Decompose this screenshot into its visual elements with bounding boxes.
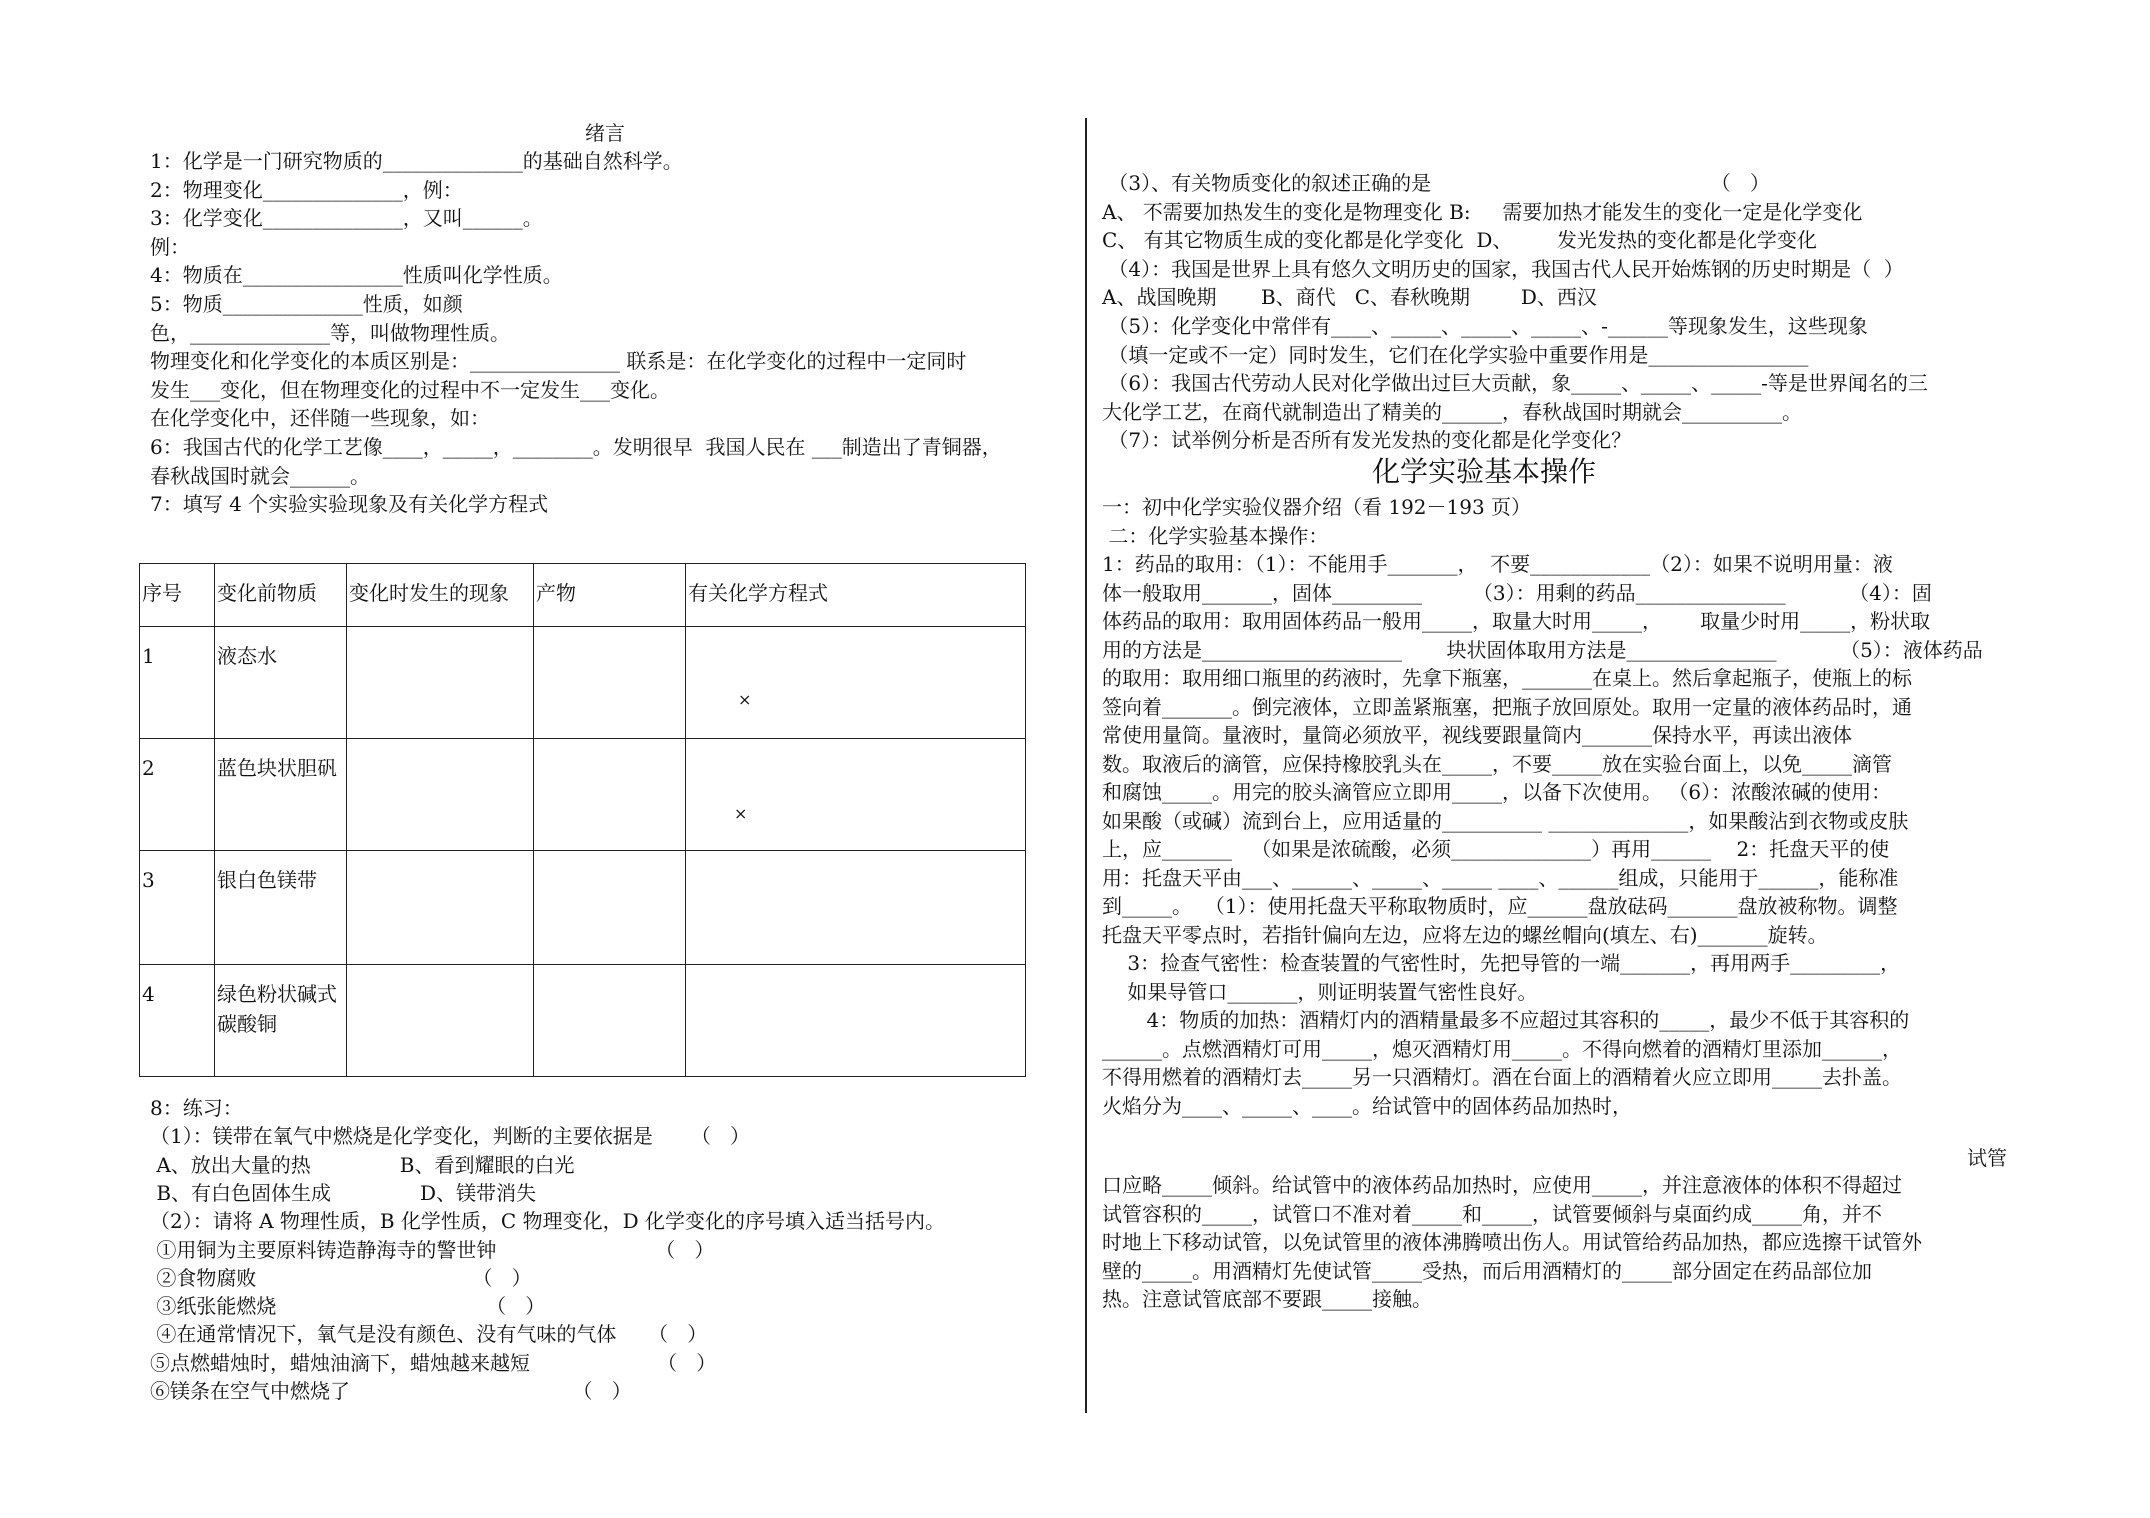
body-line: 常使用量筒。量液时，量筒必须放平，视线要跟量筒内_______保持水平，再读出液体 bbox=[1102, 723, 1852, 747]
body-line: 二：化学实验基本操作： bbox=[1102, 523, 1329, 548]
body-line: 火焰分为____、_____、____。给试管中的固体药品加热时， bbox=[1102, 1093, 1632, 1118]
body-line: 热。注意试管底部不要跟_____接触。 bbox=[1102, 1287, 1432, 1311]
row-no: 4 bbox=[140, 965, 215, 1077]
text-line: 色，______________等，叫做物理性质。 bbox=[150, 320, 510, 345]
left-title: 绪言 bbox=[585, 121, 625, 145]
table-row bbox=[140, 627, 1026, 739]
question-line: （6）：我国古代劳动人民对化学做出过巨大贡献，象_____、_____、_____-等是世界闻名的三 bbox=[1102, 371, 1928, 396]
row-no: 3 bbox=[140, 851, 215, 965]
body-line: 试管容积的_____，试管口不准对着_____和_____，试管要倾斜与桌面约成_____角，并不 bbox=[1102, 1201, 1882, 1226]
body-line: 用：托盘天平由___、______、_____、_____ ____、______组成，只能用于______，能称准 bbox=[1102, 865, 1899, 890]
section-title: 化学实验基本操作 bbox=[1372, 455, 1597, 488]
text-line: 7：填写 4 个实验实验现象及有关化学方程式 bbox=[150, 492, 549, 517]
question-line: A、 不需要加热发生的变化是物理变化 B: 需要加热才能发生的变化一定是化学变化 bbox=[1102, 199, 1863, 224]
cross-mark: × bbox=[738, 690, 752, 709]
row-substance: 液态水 bbox=[215, 627, 347, 739]
practice-line: 8：练习： bbox=[150, 1096, 243, 1120]
text-line: 物理变化和化学变化的本质区别是：_______________ 联系是：在化学变化的过程中一定同时 bbox=[150, 349, 967, 374]
practice-line: ①用铜为主要原料铸造静海寺的警世钟 （ ） bbox=[150, 1237, 715, 1262]
text-line: 春秋战国时就会______。 bbox=[150, 463, 370, 488]
row-substance: 银白色镁带 bbox=[215, 851, 347, 965]
header-equation: 有关化学方程式 bbox=[686, 564, 1026, 627]
text-line: 3：化学变化______________，又叫______。 bbox=[150, 206, 543, 231]
question-line: A、战国晚期 B、商代 C、春秋晚期 D、西汉 bbox=[1102, 285, 1597, 310]
practice-line: B、有白色固体生成 D、镁带消失 bbox=[150, 1180, 537, 1205]
body-line: 签向着_______。倒完液体，立即盖紧瓶塞，把瓶子放回原处。取用一定量的液体药品时，通 bbox=[1102, 694, 1912, 719]
row-no: 1 bbox=[140, 627, 215, 739]
table-row bbox=[140, 965, 1026, 1077]
row-substance: 蓝色块状胆矾 bbox=[215, 739, 347, 851]
question-line: 大化学工艺，在商代就制造出了精美的______，春秋战国时期就会__________。 bbox=[1102, 399, 1802, 424]
body-line: 1：药品的取用：（1）：不能用手_______， 不要____________（2）：如果不说明用量：液 bbox=[1102, 552, 1893, 576]
practice-line: ②食物腐败 （ ） bbox=[150, 1265, 532, 1290]
experiment-table bbox=[139, 563, 1026, 1077]
text-line: 2：物理变化______________，例： bbox=[150, 177, 463, 202]
question-line: （填一定或不一定）同时发生，它们在化学实验中重要作用是________________ bbox=[1102, 342, 1809, 367]
row-substance: 绿色粉状碱式碳酸铜 bbox=[215, 965, 347, 1077]
practice-line: （1）：镁带在氧气中燃烧是化学变化，判断的主要依据是 （ ） bbox=[150, 1124, 750, 1149]
body-line: 如果酸（或碱）流到台上，应用适量的__________ ______________，如果酸沾到衣物或皮肤 bbox=[1102, 808, 1909, 833]
body-line: 不得用燃着的酒精灯去_____另一只酒精灯。酒在台面上的酒精着火应立即用_____去扑盖。 bbox=[1102, 1065, 1902, 1089]
text-line: 4：物质在________________性质叫化学性质。 bbox=[150, 263, 563, 288]
header-substance: 变化前物质 bbox=[215, 564, 347, 627]
body-line: 用的方法是____________________ 块状固体取用方法是_______________ （5）：液体药品 bbox=[1102, 637, 1983, 662]
question-line: （5）：化学变化中常伴有____、_____、_____、_____、-______等现象发生，这些现象 bbox=[1102, 314, 1868, 338]
body-line: 上，应_______ （如果是浓硫酸，必须______________）再用______ 2：托盘天平的使 bbox=[1102, 837, 1890, 861]
body-line: 的取用：取用细口瓶里的药液时，先拿下瓶塞，_______在桌上。然后拿起瓶子，使瓶上的标 bbox=[1102, 666, 1912, 690]
body-line: 时地上下移动试管，以免试管里的液体沸腾喷出伤人。用试管给药品加热，都应选擦干试管外 bbox=[1102, 1230, 1922, 1254]
body-line: 体药品的取用：取用固体药品一般用_____，取量大时用_____， 取量少时用_____，粉状取 bbox=[1102, 609, 1931, 633]
question-line: （3）、有关物质变化的叙述正确的是 （ ） bbox=[1102, 171, 1770, 195]
column-divider bbox=[1085, 118, 1087, 1413]
text-line: 发生___变化，但在物理变化的过程中不一定发生___变化。 bbox=[150, 377, 670, 402]
table-row bbox=[140, 739, 1026, 851]
body-line: ______。点燃酒精灯可用_____，熄灭酒精灯用_____。不得向燃着的酒精灯里添加______， bbox=[1102, 1036, 1902, 1061]
cross-mark: × bbox=[734, 804, 748, 823]
header-no: 序号 bbox=[140, 564, 215, 627]
text-line: 6：我国古代的化学工艺像____，_____，________。发明很早 我国人民在 ___制造出了青铜器， bbox=[150, 435, 1002, 459]
row-no: 2 bbox=[140, 739, 215, 851]
body-line: 数。取液后的滴管，应保持橡胶乳头在_____，不要_____放在实验台面上，以免_____滴管 bbox=[1102, 751, 1892, 776]
text-line: 在化学变化中，还伴随一些现象，如： bbox=[150, 406, 490, 431]
body-line: 壁的_____。用酒精灯先使试管_____受热，而后用酒精灯的_____部分固定在药品部位加 bbox=[1102, 1258, 1872, 1283]
practice-line: （2）：请将 A 物理性质，B 化学性质，C 物理变化，D 化学变化的序号填入适当括号内。 bbox=[150, 1209, 945, 1234]
body-line: 一：初中化学实验仪器介绍（看 192－193 页） bbox=[1102, 495, 1532, 519]
body-line: 3：捡查气密性：检查装置的气密性时，先把导管的一端_______，再用两手_________， bbox=[1102, 951, 1901, 975]
text-line: 1：化学是一门研究物质的______________的基础自然科学。 bbox=[150, 149, 683, 173]
table-row bbox=[140, 851, 1026, 965]
question-line: （4）：我国是世界上具有悠久文明历史的国家，我国古代人民开始炼钢的历史时期是（ ） bbox=[1102, 256, 1904, 281]
trailing-word: 试管 bbox=[1967, 1146, 2007, 1170]
text-line: 5：物质______________性质，如颜 bbox=[150, 292, 463, 316]
body-line: 体一般取用_______，固体_________ （3）：用剩的药品_______________ （4）：固 bbox=[1102, 580, 1932, 605]
question-line: （7）：试举例分析是否所有发光发热的变化都是化学变化？ bbox=[1102, 428, 1632, 453]
body-line: 托盘天平零点时，若指针偏向左边，应将左边的螺丝帽向(填左、右)_______旋转。 bbox=[1102, 922, 1828, 947]
practice-line: ⑤点燃蜡烛时，蜡烛油滴下，蜡烛越来越短 （ ） bbox=[150, 1350, 717, 1375]
practice-line: A、放出大量的热 B、看到耀眼的白光 bbox=[150, 1152, 575, 1177]
text-line: 例： bbox=[150, 234, 190, 259]
practice-line: ③纸张能燃烧 （ ） bbox=[150, 1294, 546, 1319]
practice-line: ④在通常情况下，氧气是没有颜色、没有气味的气体 （ ） bbox=[150, 1322, 708, 1347]
question-line: C、 有其它物质生成的变化都是化学变化 D、 发光发热的变化都是化学变化 bbox=[1102, 228, 1817, 253]
body-line: 如果导管口_______，则证明装置气密性良好。 bbox=[1102, 979, 1538, 1004]
practice-line: ⑥镁条在空气中燃烧了 （ ） bbox=[150, 1379, 632, 1403]
body-line: 和腐蚀_____。用完的胶头滴管应立即用_____，以备下次使用。 （6）：浓酸浓碱的使用： bbox=[1102, 780, 1892, 804]
body-line: 到_____。 （1）：使用托盘天平称取物质时，应______盘放砝码_______盘放被称物。调整 bbox=[1102, 894, 1898, 918]
body-line: 4：物质的加热：酒精灯内的酒精量最多不应超过其容积的_____，最少不低于其容积的 bbox=[1102, 1008, 1910, 1032]
table-header-row bbox=[140, 564, 1026, 627]
header-phenomenon: 变化时发生的现象 bbox=[347, 564, 534, 627]
body-line: 口应略_____倾斜。给试管中的液体药品加热时，应使用_____，并注意液体的体积不得超过 bbox=[1102, 1173, 1902, 1197]
header-product: 产物 bbox=[534, 564, 686, 627]
